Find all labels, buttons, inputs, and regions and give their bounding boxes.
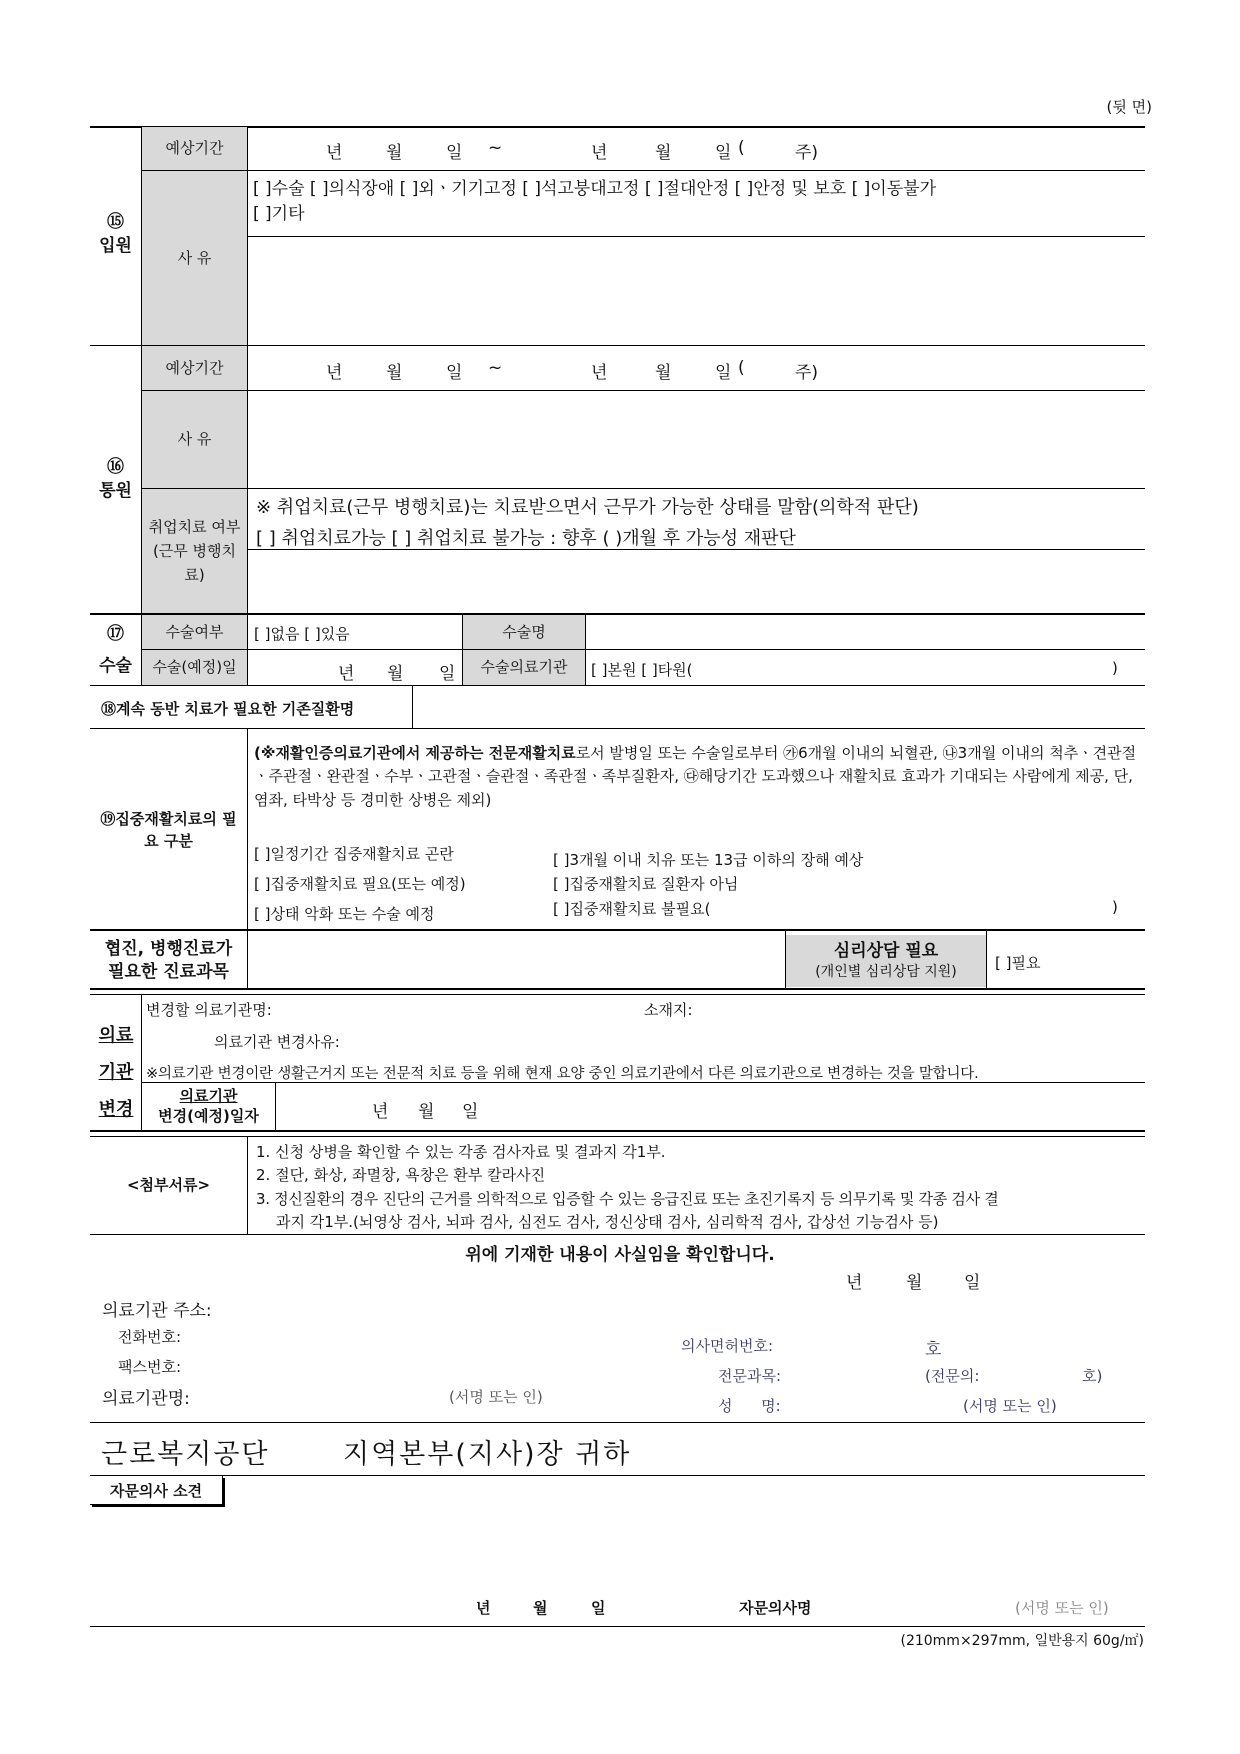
change-location[interactable]: 소재지: [644,1001,693,1019]
s17-surgery-date-label: 수술(예정)일 [152,658,237,676]
s15-reason-options-other[interactable]: [ ]기타 [253,204,305,224]
confirm-phone[interactable]: 전화번호: [118,1328,182,1346]
confirm-license-ho: 호 [925,1340,942,1360]
s17-surgery-inst-options[interactable]: [ ]본원 [ ]타원( [591,661,693,679]
confirm-specialist[interactable]: (전문의: [925,1367,980,1385]
confirm-fax[interactable]: 팩스번호: [118,1358,182,1376]
confirm-license[interactable]: 의사면허번호: [681,1337,773,1355]
change-inst-name[interactable]: 변경할 의료기관명: [146,1001,272,1019]
confirm-inst-name[interactable]: 의료기관명: [102,1389,190,1409]
s17-surgery-name-label: 수술명 [502,622,546,641]
recipient-office: 지역본부(지사)장 귀하 [343,1439,632,1470]
consult-label: 협진, 병행진료가 필요한 진료과목 [104,939,233,982]
s19-opt-worsening[interactable]: [ ]상태 악화 또는 수술 예정 [254,905,435,923]
attach-list: 1. 신청 상병을 확인할 수 있는 각종 검사자료 및 결과지 각1부. 2. 절단, 화상, 좌멸창, 욕창은 환부 칼라사진 3. 정신질환의 경우 진단의 근거를 의학적으로 입증할 수 있는 응급진료 또는 초진기록지 등 의무기록 및 각종 검사 결 과지 각1부.(뇌영상 검사, 뇌파 검사, 심전도 검사, 정신상태 검사, 심리학적 검사, 갑상선 기능검사 등) [256,1143,999,1231]
s17-surgery-inst-label: 수술의료기관 [480,658,568,676]
s15-reason-options[interactable]: [ ]수술 [ ]의식장애 [ ]외ㆍ기기고정 [ ]석고붕대고정 [ ]절대안정 [ ]안정 및 보호 [ ]이동불가 [253,179,936,199]
s16-reason-label: 사 유 [177,430,212,448]
advisor-name-label[interactable]: 자문의사명 [739,1599,812,1617]
change-side-label: 의료 기관 변경 [98,1025,134,1120]
s19-opt-needed[interactable]: [ ]집중재활치료 필요(또는 예정) [254,875,466,893]
s15-period-label: 예상기간 [165,139,224,157]
paper-spec: (210mm×297mm, 일반용지 60g/㎡) [900,1633,1144,1649]
psych-option[interactable]: [ ]필요 [995,954,1041,972]
section-18-title: ⑱계속 동반 치료가 필요한 기존질환명 [101,700,355,718]
change-date-label: 의료기관 변경(예정)일자 [158,1087,259,1125]
s19-opt-difficult[interactable]: [ ]일정기간 집중재활치료 곤란 [254,845,454,863]
s19-close-paren: ) [1112,898,1118,916]
s16-work-label: 취업치료 여부(근무 병행치료) [148,518,241,584]
confirm-specialist-ho: 호) [1082,1367,1103,1385]
section-16-title: ⑯ 통원 [99,457,132,501]
confirm-department[interactable]: 전문과목: [718,1367,782,1385]
section-17-title: ⑰ 수술 [99,623,132,676]
change-reason[interactable]: 의료기관 변경사유: [214,1033,340,1051]
s19-opt-not-patient[interactable]: [ ]집중재활치료 질환자 아님 [553,875,739,893]
change-note: ※의료기관 변경이란 생활근거지 또는 전문적 치료 등을 위해 현재 요양 중인 의료기관에서 다른 의료기관으로 변경하는 것을 말합니다. [146,1066,979,1082]
s17-surgery-yn-label: 수술여부 [165,622,224,641]
page-side-label: (뒷 면) [1106,98,1152,116]
s16-work-options[interactable]: [ ] 취업치료가능 [ ] 취업치료 불가능 : 향후 ( )개월 후 가능성 재판단 [256,528,796,549]
advisor-sign[interactable]: (서명 또는 인) [1015,1599,1109,1617]
advisor-title: 자문의사 소견 [90,1476,223,1505]
s19-opt-unnecessary[interactable]: [ ]집중재활치료 불필요( [553,900,711,918]
s19-opt-cure-3months[interactable]: [ ]3개월 이내 치유 또는 13급 이하의 장해 예상 [553,851,864,869]
s15-reason-label: 사 유 [177,248,212,267]
section-15-title: ⑮ 입원 [99,212,132,256]
confirm-doctor-sign[interactable]: (서명 또는 인) [963,1397,1057,1415]
s16-period-label: 예상기간 [165,358,224,377]
s17-close-paren: ) [1112,659,1118,677]
s19-description: (※재활인증의료기관에서 제공하는 전문재활치료로서 발병일 또는 수술일로부터 ㉮6개월 이내의 뇌혈관, ㉯3개월 이내의 척추ㆍ견관절ㆍ주관절ㆍ완관절ㆍ수부ㆍ고관절ㆍ슬관절ㆍ족관절ㆍ족부질환자, ㉰해당기간 도과했으나 재활치료 효과가 기대되는 사람에게 제공, 단, 염좌, 타박상 등 경미한 상병은 제외) [254,744,1137,809]
confirm-doctor-name[interactable]: 성 명: [718,1397,781,1415]
confirm-inst-sign[interactable]: (서명 또는 인) [449,1388,543,1406]
s17-surgery-yn-options[interactable]: [ ]없음 [ ]있음 [254,625,350,643]
section-19-title: ⑲집중재활치료의 필요 구분 [100,809,237,850]
confirm-address[interactable]: 의료기관 주소: [102,1301,212,1321]
attach-label: <첨부서류> [126,1176,211,1194]
psych-label: 심리상담 필요 (개인별 심리상담 지원) [815,941,957,981]
recipient-org: 근로복지공단 [101,1439,270,1470]
confirm-statement: 위에 기재한 내용이 사실임을 확인합니다. [465,1245,775,1265]
s16-work-note: ※ 취업치료(근무 병행치료)는 치료받으면서 근무가 가능한 상태를 말함(의학적 판단) [256,497,919,518]
